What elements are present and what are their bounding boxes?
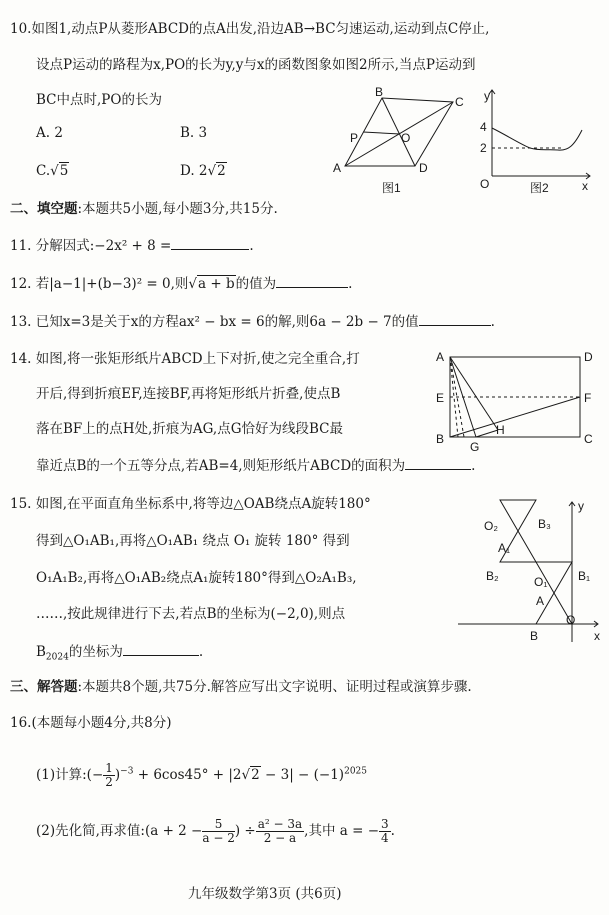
fig1-label-b: B xyxy=(375,85,384,99)
fig2-tick-2: 2 xyxy=(480,141,487,155)
fig15-b2-label: B₂ xyxy=(486,569,499,583)
q14-line4: 靠近点B的一个五等分点,若AB=4,则矩形纸片ABCD的面积为 . xyxy=(36,458,476,474)
fig15-y-label: y xyxy=(578,499,584,513)
page-footer: 九年级数学第3页 (共6页) xyxy=(188,886,342,902)
fig14-label-c: C xyxy=(584,432,593,446)
section3-heading: 三、解答题:本题共8个题,共75分.解答应写出文字说明、证明过程或演算步骤. xyxy=(10,679,472,695)
fig1-label-o: O xyxy=(401,131,411,145)
fig2-tick-4: 4 xyxy=(480,120,487,134)
fig1-label-p: P xyxy=(350,131,359,145)
q10-figure1 xyxy=(325,85,465,198)
fig14-label-a: A xyxy=(436,350,445,364)
q14-line3: 落在BF上的点H处,折痕为AG,点G恰好为线段BC最 xyxy=(36,421,343,437)
fig15-a1-label: A₁ xyxy=(498,541,511,555)
q10-line2: 设点P运动的路程为x,PO的长为y,y与x的函数图象如图2所示,当点P运动到 xyxy=(36,57,476,73)
fig2-x-axis-label: x xyxy=(582,179,588,193)
fig15-a-label: A xyxy=(536,594,545,608)
fig15-o1-label: O₁ xyxy=(534,575,548,589)
q10-option-d: D. 2√2 xyxy=(180,163,226,179)
q14-line2: 开后,得到折痕EF,连接BF,再将矩形纸片折叠,使点B xyxy=(36,386,341,402)
fig1-label-c: C xyxy=(455,95,464,109)
fig1-caption: 图1 xyxy=(382,181,401,195)
fig14-label-e: E xyxy=(436,391,445,405)
fig2-y-axis-label: y xyxy=(484,89,490,103)
q12: 12. 若|a−1|+(b−3)² = 0,则√a + b的值为 . xyxy=(10,276,353,292)
q15-line2: 得到△O₁AB₁,再将△O₁AB₁ 绕点 O₁ 旋转 180° 得到 xyxy=(36,533,350,549)
q10-figure2 xyxy=(478,88,598,198)
fig1-label-d: D xyxy=(419,161,428,175)
fig15-o-label: O xyxy=(566,613,576,627)
fig15-o2-label: O₂ xyxy=(484,519,498,533)
fig15-b-label: B xyxy=(530,629,539,643)
q16-part2: (2)先化简,再求值:(a + 2 − $\frac{5}{a - 2}$ ) ÷ $\frac{\text{a² − 3a}}{2 - a}$ ,其中 a = − $\frac{3}{4}$ . xyxy=(36,817,395,845)
q16-title: 16.(本题每小题4分,共8分) xyxy=(10,715,172,731)
section2-heading: 二、填空题:本题共5小题,每小题3分,共15分. xyxy=(10,201,278,217)
q15-figure xyxy=(438,494,608,644)
fig14-label-d: D xyxy=(584,350,593,364)
fig14-label-b: B xyxy=(436,432,445,446)
q15-line3: O₁A₁B₂,再将△O₁AB₂绕点A₁旋转180°得到△O₂A₁B₃, xyxy=(36,570,357,586)
q14-figure xyxy=(432,347,607,457)
q10-line1: 10.如图1,动点P从菱形ABCD的点A出发,沿边AB→BC匀速运动,运动到点C停止, xyxy=(10,21,490,37)
fig14-label-h: H xyxy=(496,423,505,437)
q10-option-a: A. 2 xyxy=(36,125,63,141)
fig15-b3-label: B₃ xyxy=(538,517,551,531)
fig2-caption: 图2 xyxy=(530,181,549,195)
fig14-label-g: G xyxy=(470,440,480,454)
q15-line5: $B_{2024}$的坐标为 . xyxy=(36,644,204,663)
fig14-label-f: F xyxy=(584,391,592,405)
q14-line1: 14. 如图,将一张矩形纸片ABCD上下对折,使之完全重合,打 xyxy=(10,351,360,367)
q10-line3: BC中点时,PO的长为 xyxy=(36,92,162,108)
q15-line4: ……,按此规律进行下去,若点B的坐标为(−2,0),则点 xyxy=(36,606,346,622)
q16-part1: (1)计算:(− $\frac{1}{2}$ )$^{-3} + 6\cos 45^\circ + |2√2 - 3| - (-1)^{2025}$ xyxy=(36,761,367,789)
q11: 11. 分解因式:−2x² + 8 = . xyxy=(10,238,254,254)
fig15-x-label: x xyxy=(594,629,600,643)
fig2-origin-label: O xyxy=(480,177,490,191)
fig15-b1-label: B₁ xyxy=(578,569,591,583)
q13: 13. 已知x=3是关于x的方程ax² − bx = 6的解,则6a − 2b − 7的值 . xyxy=(10,314,495,330)
q15-line1: 15. 如图,在平面直角坐标系中,将等边△OAB绕点A旋转180° xyxy=(10,496,371,512)
q10-option-c: C.√5 xyxy=(36,163,69,179)
q10-option-b: B. 3 xyxy=(180,125,208,141)
fig1-label-a: A xyxy=(333,161,342,175)
